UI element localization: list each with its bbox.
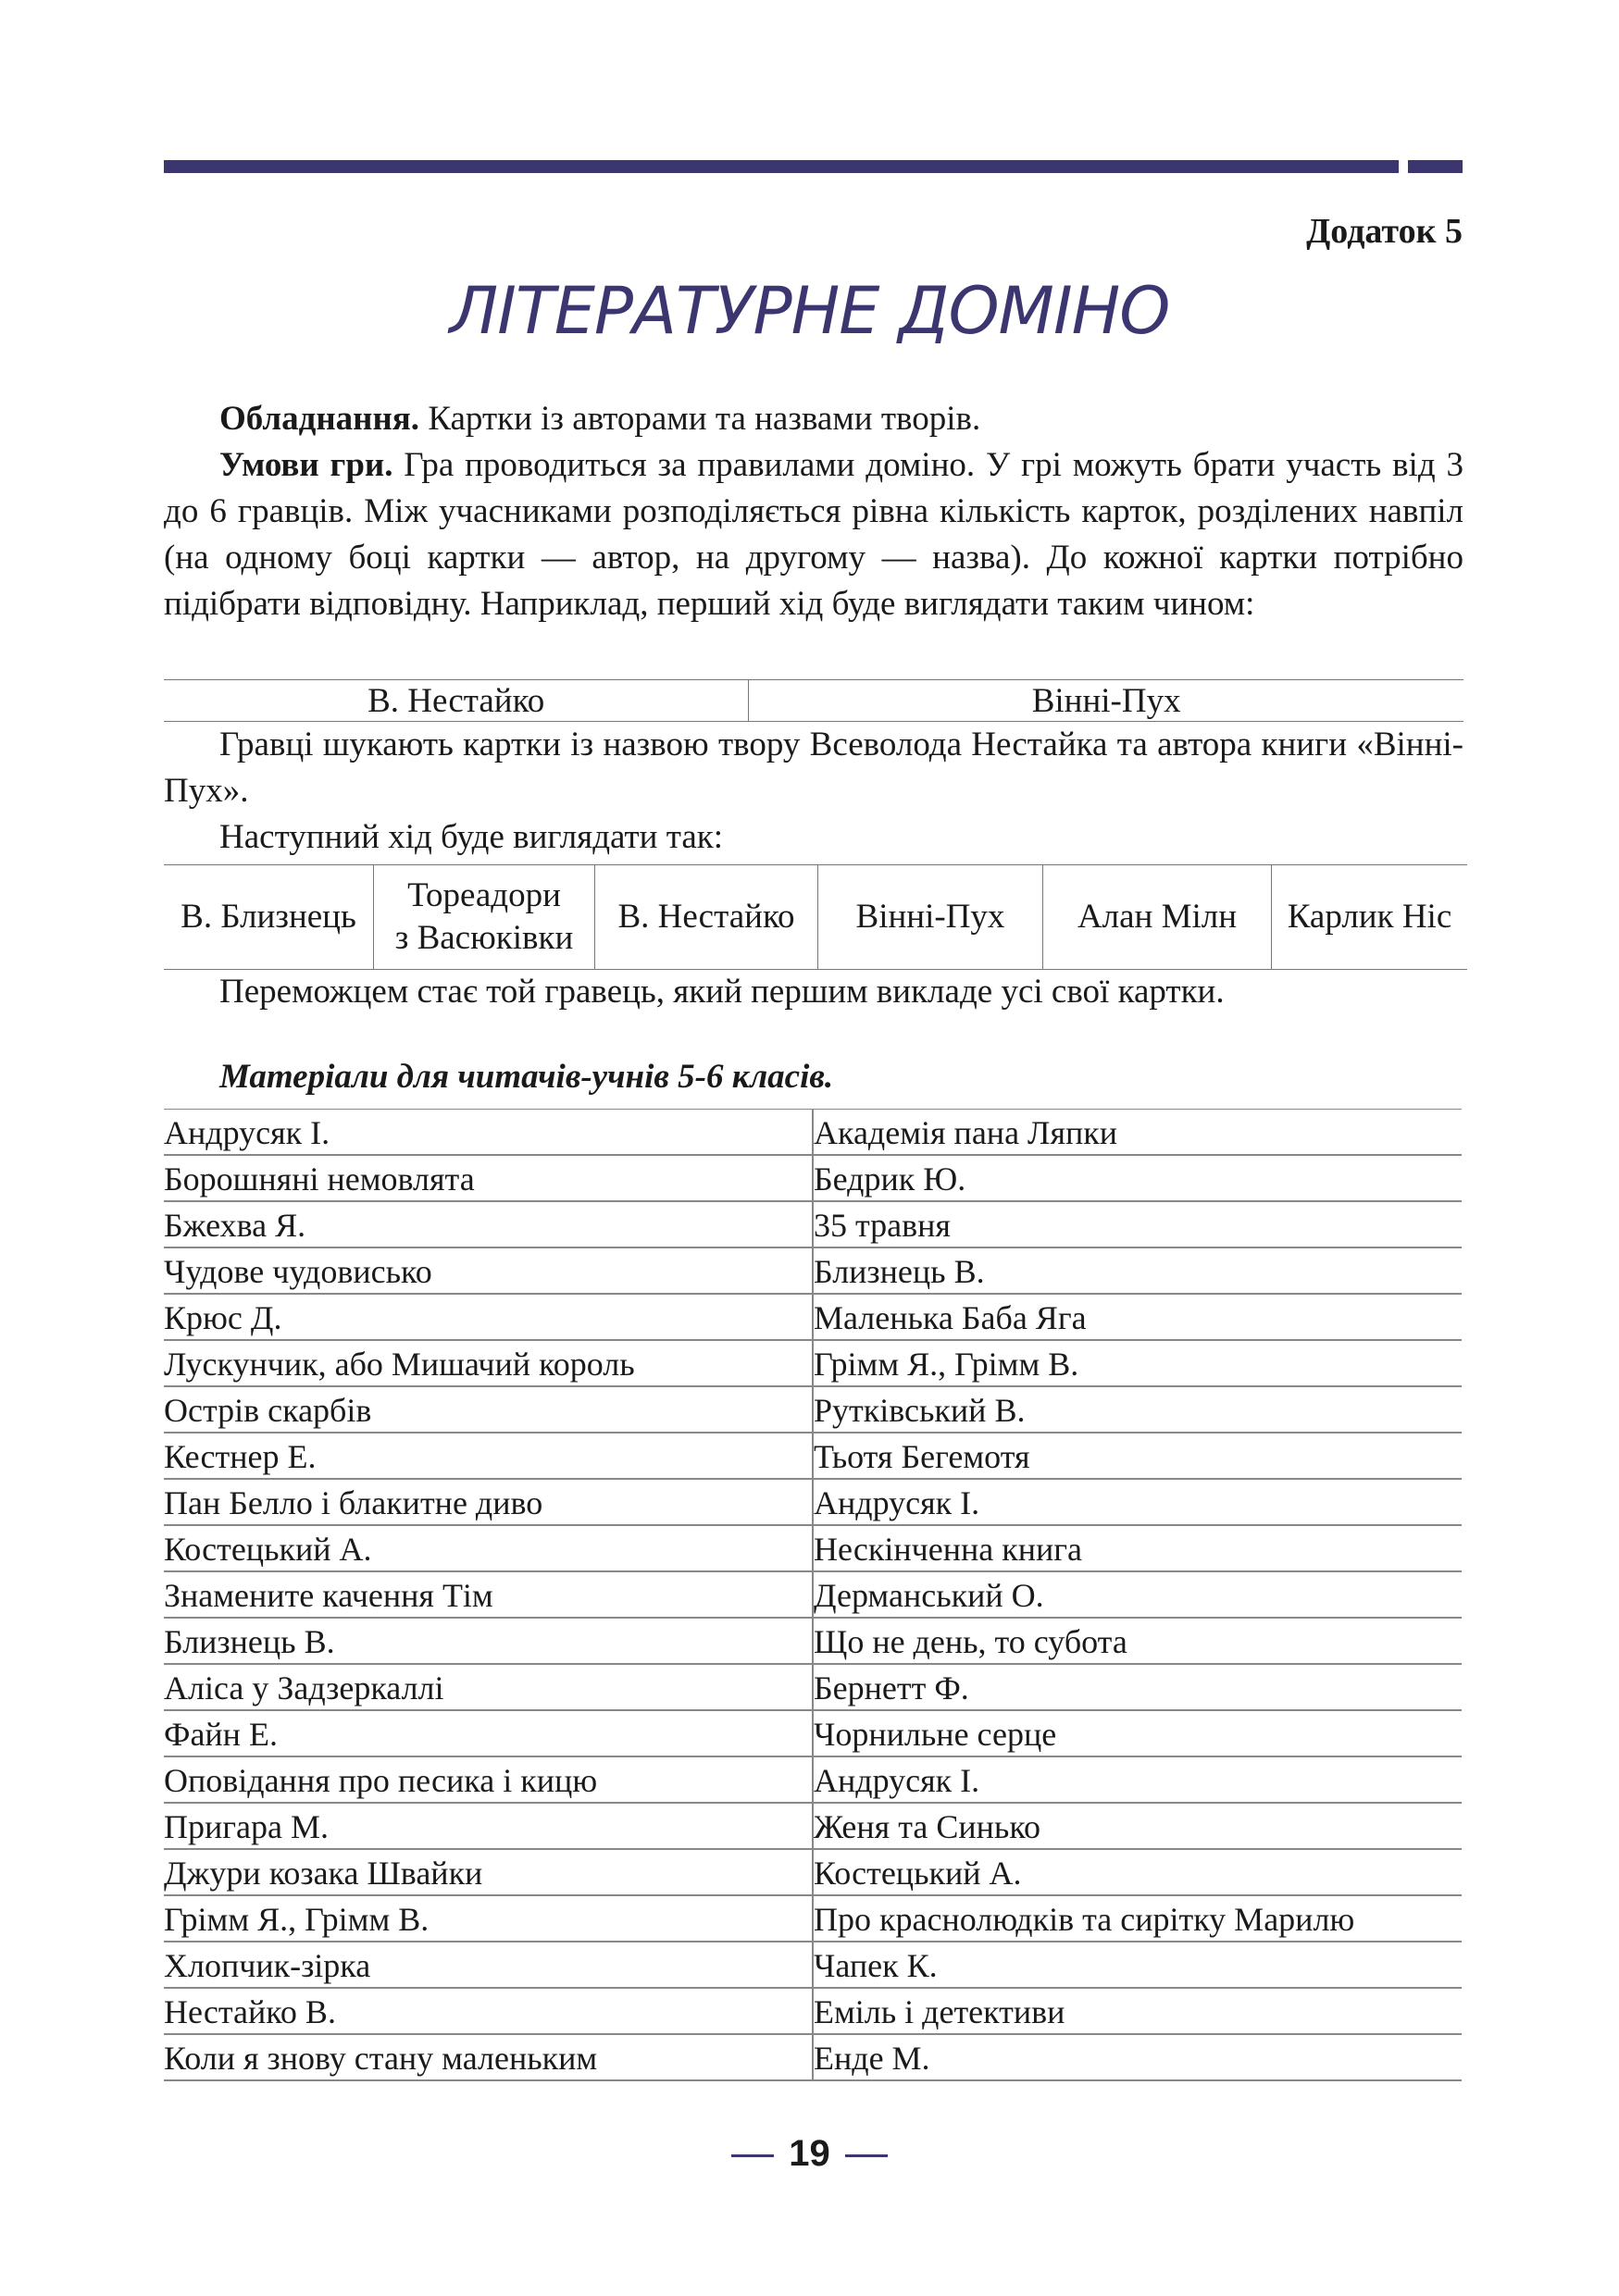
table-row [164, 1942, 1462, 1988]
table-row [164, 1110, 1462, 1156]
table-row [164, 2034, 1462, 2080]
table-row [164, 1756, 1462, 1803]
materials-left-cell: Борошняні немовлята [164, 1155, 813, 1201]
materials-title: Матеріали для читачів-учнів 5-6 класів. [219, 1058, 834, 1096]
example2-cell-2-line1: Тореадори [407, 876, 561, 914]
materials-right-cell: Андрусяк І. [813, 1479, 1462, 1525]
example-first-move [164, 679, 1463, 722]
table-row [164, 1618, 1462, 1664]
materials-left-cell: Знамените качення Тім [164, 1571, 813, 1618]
example2-cell-2 [374, 865, 595, 970]
table-row [164, 1340, 1462, 1386]
table-row [164, 1664, 1462, 1710]
example1-author: В. Нестайко [164, 680, 749, 722]
materials-right-cell: Грімм Я., Грімм В. [813, 1340, 1462, 1386]
materials-right-cell: Нескінченна книга [813, 1525, 1462, 1571]
middle-block [164, 722, 1463, 861]
table-row [164, 1201, 1462, 1247]
rules-text: Гра проводиться за правилами доміно. У грі можуть брати участь від 3 до 6 гравців. Між учасниками розподіляється рівна кількість карток, розділених навпіл (на одному боці картки — автор, на другому — назва). До кожної картки потрібно підібрати відповідну. Наприклад, перший хід буде виглядати таким чином: [164, 446, 1463, 623]
materials-right-cell: Чапек К. [813, 1942, 1462, 1988]
example2-cell-5: Алан Мілн [1043, 865, 1272, 970]
appendix-label: Додаток 5 [1306, 212, 1463, 251]
materials-right-cell: Женя та Синько [813, 1803, 1462, 1849]
materials-right-cell: 35 травня [813, 1201, 1462, 1247]
materials-right-cell: Академія пана Ляпки [813, 1110, 1462, 1156]
materials-right-cell: Рутківський В. [813, 1386, 1462, 1433]
rules-paragraph [164, 442, 1463, 627]
materials-left-cell: Андрусяк І. [164, 1110, 813, 1156]
top-rule [164, 160, 1399, 173]
materials-left-cell: Грімм Я., Грімм В. [164, 1895, 813, 1942]
materials-left-cell: Острів скарбів [164, 1386, 813, 1433]
example2-cell-4: Вінні-Пух [818, 865, 1043, 970]
materials-table [164, 1109, 1462, 2081]
page-number-dash-left [731, 2154, 774, 2157]
equipment-paragraph [164, 396, 1463, 442]
materials-right-cell: Костецький А. [813, 1849, 1462, 1895]
table-row [164, 1988, 1462, 2034]
materials-left-cell: Коли я знову стану маленьким [164, 2034, 813, 2080]
example2-cell-3: В. Нестайко [595, 865, 818, 970]
materials-right-cell: Андрусяк І. [813, 1756, 1462, 1803]
materials-right-cell: Бернетт Ф. [813, 1664, 1462, 1710]
example2-cell-2-line2: з Васюківки [394, 919, 574, 957]
materials-right-cell: Маленька Баба Яга [813, 1294, 1462, 1340]
rules-label: Умови гри. [219, 446, 393, 484]
table-row [164, 1895, 1462, 1942]
materials-right-cell: Бедрик Ю. [813, 1155, 1462, 1201]
example-next-move [164, 864, 1467, 970]
table-row [164, 1247, 1462, 1294]
materials-right-cell: Що не день, то субота [813, 1618, 1462, 1664]
table-row [164, 1803, 1462, 1849]
table-row [164, 1571, 1462, 1618]
equipment-text: Картки із авторами та назвами творів. [419, 400, 981, 438]
materials-right-cell: Тьотя Бегемотя [813, 1433, 1462, 1479]
table-row [164, 1155, 1462, 1201]
page-number-value: 19 [789, 2133, 830, 2174]
page-number [0, 2133, 1619, 2175]
page-number-dash-right [845, 2154, 888, 2157]
materials-left-cell: Лускунчик, або Мишачий король [164, 1340, 813, 1386]
equipment-label: Обладнання. [219, 400, 420, 438]
table-row [164, 1710, 1462, 1756]
table-row [164, 1479, 1462, 1525]
para-search: Гравці шукають картки із назвою твору Всеволода Нестайка та автора книги «Вінні-Пух». [164, 726, 1463, 810]
materials-left-cell: Оповідання про песика і кицю [164, 1756, 813, 1803]
materials-left-cell: Пригара М. [164, 1803, 813, 1849]
materials-left-cell: Джури козака Швайки [164, 1849, 813, 1895]
materials-left-cell: Костецький А. [164, 1525, 813, 1571]
materials-left-cell: Крюс Д. [164, 1294, 813, 1340]
materials-left-cell: Чудове чудовисько [164, 1247, 813, 1294]
materials-right-cell: Близнець В. [813, 1247, 1462, 1294]
intro-block [164, 396, 1463, 627]
materials-right-cell: Дерманський О. [813, 1571, 1462, 1618]
para-next-move: Наступний хід буде виглядати так: [219, 818, 723, 856]
materials-left-cell: Кестнер Е. [164, 1433, 813, 1479]
table-row [164, 1294, 1462, 1340]
materials-right-cell: Чорнильне серце [813, 1710, 1462, 1756]
materials-left-cell: Нестайко В. [164, 1988, 813, 2034]
para-winner: Переможцем стає той гравець, який першим викладе усі свої картки. [219, 973, 1225, 1011]
materials-left-cell: Близнець В. [164, 1618, 813, 1664]
materials-left-cell: Хлопчик-зірка [164, 1942, 813, 1988]
materials-left-cell: Файн Е. [164, 1710, 813, 1756]
table-row [164, 1386, 1462, 1433]
materials-right-cell: Еміль і детективи [813, 1988, 1462, 2034]
top-rule-end [1408, 160, 1463, 173]
materials-right-cell: Про краснолюдків та сирітку Марилю [813, 1895, 1462, 1942]
materials-right-cell: Енде М. [813, 2034, 1462, 2080]
materials-left-cell: Аліса у Задзеркаллі [164, 1664, 813, 1710]
winner-block [164, 969, 1463, 1015]
materials-left-cell: Бжехва Я. [164, 1201, 813, 1247]
materials-left-cell: Пан Белло і блакитне диво [164, 1479, 813, 1525]
table-row [164, 1433, 1462, 1479]
table-row [164, 1525, 1462, 1571]
example1-title: Вінні-Пух [749, 680, 1463, 722]
example2-cell-1: В. Близнець [164, 865, 374, 970]
example2-cell-6: Карлик Ніс [1272, 865, 1468, 970]
page-title: ЛІТЕРАТУРНЕ ДОМІНО [449, 273, 1170, 349]
table-row [164, 1849, 1462, 1895]
